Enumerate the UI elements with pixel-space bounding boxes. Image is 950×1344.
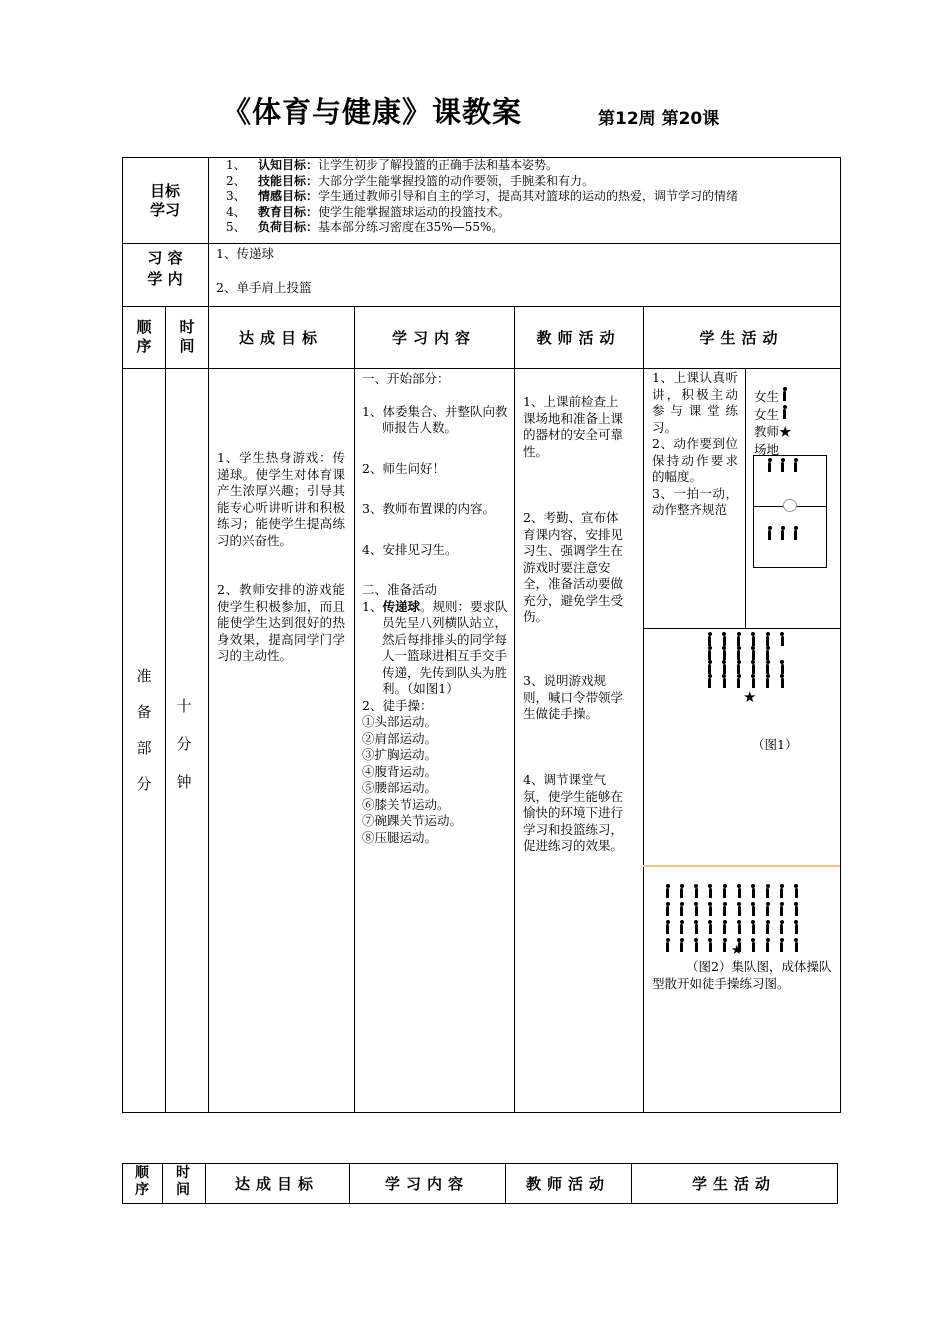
- field-players-top: [768, 462, 797, 472]
- field-players-bottom: [768, 530, 797, 540]
- goal-item: [226, 174, 838, 190]
- game-rule: [362, 599, 510, 698]
- person-icon: [752, 942, 755, 952]
- col-time-line: 间: [179, 337, 195, 355]
- person-icon: [723, 888, 726, 898]
- study-item: 3、教师布置课的内容。: [362, 501, 495, 516]
- person-icon: [752, 906, 755, 916]
- study-cell: [362, 371, 510, 846]
- goal-item: [226, 220, 838, 236]
- col-goal-2: 达成目标: [234, 1175, 319, 1193]
- goal-name: 认知目标：: [258, 158, 319, 172]
- legend-label: 女生: [754, 389, 780, 404]
- figure-2-caption: （图2）集队图，成体操队型散开如徒手操练习图。: [652, 959, 832, 991]
- person-icon: [781, 636, 784, 646]
- center-circle-icon: [783, 499, 797, 512]
- exercise-item: ②肩部运动。: [362, 730, 438, 746]
- section-name-char: 准: [136, 667, 152, 685]
- study-part2: 二、准备活动: [362, 582, 438, 597]
- legend-girl: [754, 406, 792, 424]
- section-name-char: 备: [136, 703, 152, 721]
- goal-text: 学生通过教师引导和自主的学习，提高其对篮球的运动的热爱，调节学习的情绪: [318, 189, 739, 203]
- col-time-line: 时: [176, 1165, 190, 1181]
- goal-text: 让学生初步了解投篮的正确手法和基本姿势。: [318, 158, 559, 172]
- field-diagram: [753, 455, 827, 568]
- col-goal: 达成目标: [238, 329, 323, 347]
- page-title: 《体育与健康》课教案: [222, 95, 523, 129]
- section-time: [174, 687, 194, 801]
- content-item: 1、传递球: [216, 246, 274, 261]
- section-time-char: 钟: [176, 773, 192, 791]
- content-label-line: 习 容: [147, 249, 183, 267]
- study-part1: 一、开始部分：: [362, 371, 450, 386]
- section-name-char: 分: [136, 775, 152, 793]
- person-icon: [737, 664, 740, 674]
- teacher-item: 3、说明游戏规则，喊口令带领学生做徒手操。: [523, 673, 624, 721]
- teacher-star-icon: ★: [743, 688, 757, 706]
- student-item: 2、动作要到位保持动作要求的幅度。: [652, 436, 738, 484]
- legend-teacher: 教师★: [754, 424, 792, 439]
- person-icon: [680, 888, 683, 898]
- col-order: [126, 318, 162, 356]
- goal-num: 5、: [226, 220, 246, 234]
- person-icon: [666, 906, 669, 916]
- person-icon: [781, 462, 784, 472]
- section-name-char: 部: [136, 739, 152, 757]
- col-order-line: 顺: [136, 318, 152, 336]
- person-icon: [766, 678, 769, 688]
- exercise-item: ⑤腰部运动。: [362, 780, 438, 795]
- person-icon: [781, 664, 784, 674]
- person-icon: [695, 924, 698, 934]
- person-icon: [738, 888, 741, 898]
- study-item: 2、师生问好！: [362, 460, 445, 476]
- goal-item: [226, 158, 838, 174]
- teacher-star-icon: ★: [731, 943, 743, 958]
- goal-name: 教育目标：: [258, 204, 319, 219]
- content-label-line: 学 内: [147, 270, 183, 288]
- person-icon: [737, 636, 740, 646]
- exercise-title: 2、徒手操：: [362, 697, 433, 713]
- student-cell: [652, 370, 738, 519]
- person-icon: [766, 942, 769, 952]
- legend-girl: [754, 388, 792, 406]
- person-icon: [780, 888, 783, 898]
- person-icon: [709, 906, 712, 916]
- person-icon: [708, 636, 711, 646]
- col-study: 学习内容: [391, 329, 476, 347]
- col-teacher-2: 教师活动: [525, 1175, 610, 1193]
- legend: [754, 388, 792, 458]
- col-time-line: 时: [179, 318, 195, 336]
- exercise-item: ①头部运动。: [362, 714, 438, 729]
- goal-text: 使学生能掌握篮球运动的投篮技术。: [318, 204, 511, 219]
- person-icon: [752, 888, 755, 898]
- person-icon: [752, 678, 755, 688]
- person-icon: [666, 888, 669, 898]
- content-item: 2、单手肩上投篮: [216, 280, 312, 295]
- goal-name: 负荷目标：: [258, 220, 319, 234]
- person-icon: [766, 664, 769, 674]
- study-item: 1、体委集合、并整队向教师报告人数。: [362, 403, 508, 435]
- person-icon: [723, 678, 726, 688]
- person-icon: [709, 924, 712, 934]
- person-icon: [752, 650, 755, 660]
- person-icon: [783, 409, 786, 419]
- goal-num: 4、: [226, 204, 246, 219]
- person-icon: [783, 391, 786, 401]
- goals-label-line: 学习: [149, 201, 180, 219]
- goals-label-line: 目标: [149, 182, 180, 200]
- goal-paragraph: 1、学生热身游戏：传递球。使学生对体育课产生浓厚兴趣；引导其能专心听讲听讲和积极练习；能使学生提高练习的兴奋性。: [217, 450, 345, 548]
- col-order-line: 序: [135, 1182, 149, 1198]
- col-teacher: 教师活动: [536, 329, 621, 347]
- person-icon: [709, 942, 712, 952]
- person-icon: [795, 888, 798, 898]
- person-icon: [795, 924, 798, 934]
- person-icon: [766, 906, 769, 916]
- goal-text: 大部分学生能掌握投篮的动作要领，手腕柔和有力。: [318, 173, 595, 188]
- exercise-item: ⑥膝关节运动。: [362, 796, 450, 812]
- person-icon: [768, 530, 771, 540]
- goals-label: [130, 182, 200, 220]
- person-icon: [723, 650, 726, 660]
- exercise-item: ③扩胸运动。: [362, 747, 438, 762]
- goal-num: 2、: [226, 173, 246, 188]
- person-icon: [766, 650, 769, 660]
- game-name: 传递球: [382, 598, 420, 614]
- person-icon: [737, 678, 740, 688]
- person-icon: [795, 942, 798, 952]
- legend-label: 女生: [754, 406, 780, 422]
- person-icon: [794, 462, 797, 472]
- person-icon: [766, 888, 769, 898]
- exercise-item: ⑦碗踝关节运动。: [362, 813, 463, 828]
- teacher-item: 4、调节课堂气氛，使学生能够在愉快的环境下进行学习和投篮练习，促进练习的效果。: [523, 772, 624, 853]
- person-icon: [695, 942, 698, 952]
- person-icon: [766, 924, 769, 934]
- person-icon: [795, 906, 798, 916]
- col-time: [169, 318, 205, 356]
- person-icon: [680, 942, 683, 952]
- person-icon: [708, 678, 711, 688]
- student-item: 3、一拍一动，动作整齐规范: [652, 485, 738, 517]
- goal-name: 情感目标：: [258, 189, 319, 203]
- person-icon: [695, 906, 698, 916]
- teacher-item: 2、考勤、宣布体育课内容，安排见习生、强调学生在游戏时要注意安全，准备活动要做充分，避免学生受伤。: [523, 510, 624, 624]
- person-icon: [738, 924, 741, 934]
- col-study-2: 学习内容: [384, 1175, 469, 1193]
- person-icon: [738, 906, 741, 916]
- goal-num: 1、: [226, 158, 246, 172]
- person-icon: [768, 462, 771, 472]
- person-icon: [723, 664, 726, 674]
- goal-num: 3、: [226, 189, 246, 203]
- person-icon: [680, 906, 683, 916]
- goal-item: [226, 205, 838, 221]
- game-prefix: 1、: [362, 598, 383, 614]
- person-icon: [780, 906, 783, 916]
- teacher-item: 1、上课前检查上课场地和准备上课的器材的安全可靠性。: [523, 394, 624, 459]
- person-icon: [780, 924, 783, 934]
- col-order-line: 顺: [135, 1165, 149, 1181]
- legend-field: 场地: [754, 441, 780, 457]
- col-student: 学生活动: [699, 329, 784, 347]
- col-time-2: [165, 1165, 201, 1199]
- exercise-item: ⑧压腿运动。: [362, 829, 438, 845]
- person-icon: [737, 650, 740, 660]
- col-order-line: 序: [136, 337, 152, 355]
- person-icon: [794, 530, 797, 540]
- goals-list: [226, 158, 838, 236]
- goal-name: 技能目标：: [258, 173, 319, 188]
- person-icon: [781, 530, 784, 540]
- person-icon: [723, 906, 726, 916]
- person-icon: [708, 664, 711, 674]
- goal-paragraph: 2、教师安排的游戏能使学生积极参加，而且能使学生达到很好的热身效果，提高同学门学习的主动性。: [217, 582, 345, 663]
- figure-1-caption: （图1）: [752, 737, 798, 752]
- person-icon: [752, 636, 755, 646]
- exercise-item: ④腹背运动。: [362, 763, 438, 779]
- goal-cell: [217, 450, 345, 665]
- study-item: 4、安排见习生。: [362, 541, 458, 557]
- person-icon: [723, 636, 726, 646]
- person-icon: [723, 924, 726, 934]
- content-label: [130, 248, 200, 290]
- person-icon: [752, 924, 755, 934]
- person-icon: [723, 942, 726, 952]
- student-item: 1、上课认真听讲，积极主动参与课堂练习。: [652, 370, 738, 435]
- col-student-2: 学生活动: [691, 1175, 776, 1193]
- person-icon: [695, 888, 698, 898]
- person-icon: [766, 636, 769, 646]
- game-rule-text: 。规则：要求队员先呈八列横队站立，然后每排排头的同学每人一篮球进相互手交手传递，先传到队头为胜利。（如图1）: [382, 598, 508, 696]
- person-icon: [666, 924, 669, 934]
- section-time-char: 分: [176, 735, 192, 753]
- goal-text: 基本部分练习密度在35%—55%。: [318, 220, 504, 234]
- person-icon: [666, 942, 669, 952]
- col-order-2: [124, 1165, 160, 1199]
- person-icon: [780, 942, 783, 952]
- col-time-line: 间: [176, 1182, 190, 1198]
- goal-item: [226, 189, 838, 205]
- person-icon: [708, 650, 711, 660]
- section-name: [134, 658, 154, 802]
- week-lesson: 第12周 第20课: [598, 109, 720, 129]
- person-icon: [709, 888, 712, 898]
- person-icon: [781, 678, 784, 688]
- person-icon: [680, 924, 683, 934]
- section-time-char: 十: [176, 697, 192, 715]
- person-icon: [752, 664, 755, 674]
